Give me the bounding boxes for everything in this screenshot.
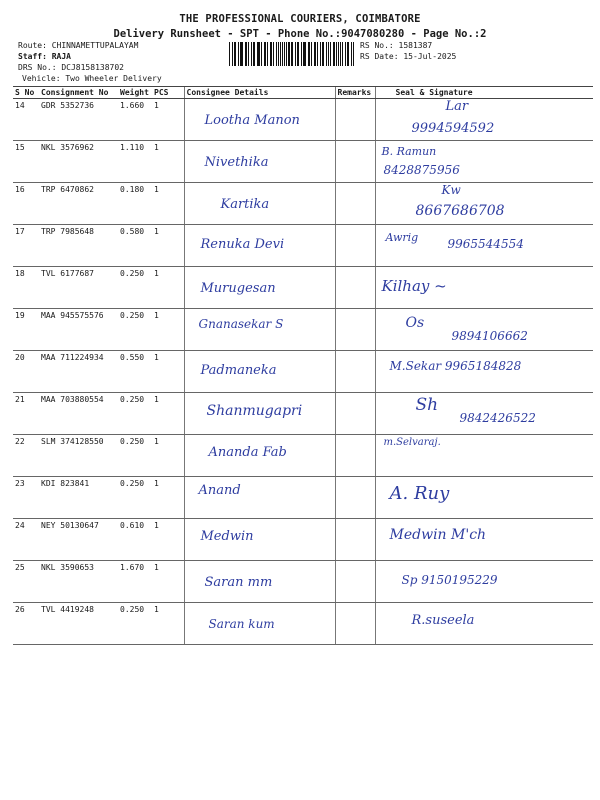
signature-handwriting: m.Selvaraj. (383, 437, 441, 448)
remarks-cell (335, 225, 375, 267)
signature-handwriting: A. Ruy (389, 483, 450, 504)
pcs-cell: 1 (152, 267, 184, 309)
weight-cell: 0.550 (118, 351, 152, 393)
remarks-cell (335, 99, 375, 141)
table-row (13, 435, 593, 477)
staff-label: Staff: RAJA (18, 52, 71, 61)
consignee-handwriting: Murugesan (200, 281, 276, 296)
remarks-cell (335, 351, 375, 393)
barcode-bar (338, 42, 339, 66)
consignee-handwriting: Kartika (220, 197, 270, 212)
consignee-handwriting: Nivethika (204, 155, 269, 170)
barcode-bar (348, 42, 349, 66)
sno-cell: 21 (13, 393, 39, 435)
barcode-bar (345, 42, 346, 66)
weight-cell: 1.670 (118, 561, 152, 603)
consignee-cell (184, 519, 335, 561)
barcode-bar (308, 42, 309, 66)
sno-cell: 22 (13, 435, 39, 477)
barcode-bar (241, 42, 243, 66)
sno-cell: 15 (13, 141, 39, 183)
barcode-bar (315, 42, 316, 66)
sno-cell: 24 (13, 519, 39, 561)
pcs-cell: 1 (152, 435, 184, 477)
signature-phone: 8428875956 (383, 163, 460, 177)
remarks-cell (335, 477, 375, 519)
sno-cell: 17 (13, 225, 39, 267)
remarks-cell (335, 141, 375, 183)
signature-handwriting: Lar (445, 99, 469, 114)
barcode-bar (267, 42, 268, 66)
barcode-bar (297, 42, 298, 66)
consignment-cell: TVL 4419248 (39, 603, 118, 645)
weight-cell: 0.250 (118, 435, 152, 477)
barcode-bar (240, 42, 241, 66)
pcs-cell: 1 (152, 309, 184, 351)
signature-cell (375, 141, 593, 183)
vehicle-label: Vehicle: Two Wheeler Delivery (22, 74, 162, 83)
table-row (13, 603, 593, 645)
consignee-handwriting: Lootha Manon (204, 113, 300, 128)
barcode-bar (340, 42, 341, 66)
rs-number: RS No.: 1581387 (360, 41, 433, 50)
signature-cell (375, 435, 593, 477)
sno-cell: 26 (13, 603, 39, 645)
weight-cell: 0.250 (118, 309, 152, 351)
consignee-handwriting: Padmaneka (200, 363, 277, 378)
barcode-bar (330, 42, 331, 66)
table-row (13, 99, 593, 141)
col-consignment: Consignment No (39, 87, 118, 99)
table-row (13, 561, 593, 603)
signature-cell (375, 561, 593, 603)
consignment-cell: NKL 3590653 (39, 561, 118, 603)
barcode-bar (271, 42, 272, 66)
rs-date: RS Date: 15-Jul-2025 (360, 52, 457, 61)
table-row (13, 477, 593, 519)
company-title: THE PROFESSIONAL COURIERS, COIMBATORE (179, 13, 421, 25)
col-weight: Weight (118, 87, 152, 99)
barcode-bar (351, 42, 352, 66)
consignee-cell (184, 393, 335, 435)
barcode-bar (265, 42, 266, 66)
pcs-cell: 1 (152, 477, 184, 519)
signature-cell (375, 267, 593, 309)
barcode-bar (282, 42, 283, 66)
sno-cell: 19 (13, 309, 39, 351)
table-row (13, 519, 593, 561)
consignee-cell (184, 435, 335, 477)
barcode-bar (298, 42, 299, 66)
consignee-cell (184, 603, 335, 645)
weight-cell: 0.610 (118, 519, 152, 561)
pcs-cell: 1 (152, 225, 184, 267)
barcode-bar (245, 42, 246, 66)
barcode-bar (353, 42, 354, 66)
barcode-bar (311, 42, 312, 66)
pcs-cell: 1 (152, 99, 184, 141)
signature-cell (375, 393, 593, 435)
consignee-handwriting: Ananda Fab (208, 445, 287, 460)
signature-handwriting: Os (405, 315, 425, 331)
consignment-cell: MAA 711224934 (39, 351, 118, 393)
barcode-bar (248, 42, 249, 66)
signature-handwriting: B. Ramun (381, 145, 437, 158)
consignment-cell: SLM 374128550 (39, 435, 118, 477)
table-row (13, 183, 593, 225)
barcode-bar (246, 42, 247, 66)
barcode-bar (257, 42, 258, 66)
barcode-bar (273, 42, 275, 66)
col-remarks: Remarks (335, 87, 375, 99)
col-consignee: Consignee Details (184, 87, 335, 99)
barcode-bar (253, 42, 254, 66)
consignment-cell: TRP 6470862 (39, 183, 118, 225)
barcode-bar (317, 42, 318, 66)
col-signature: Seal & Signature (375, 87, 593, 99)
barcode-bar (251, 42, 252, 66)
col-sno: S No (13, 87, 39, 99)
pcs-cell: 1 (152, 183, 184, 225)
barcode-bar (229, 42, 230, 66)
table-row (13, 393, 593, 435)
barcode-bar (234, 42, 235, 66)
signature-handwriting: Kw (441, 183, 461, 197)
barcode-bar (347, 42, 348, 66)
table-row (13, 225, 593, 267)
barcode-bar (261, 42, 262, 66)
route-label: Route: CHINNAMETTUPALAYAM (18, 41, 139, 50)
weight-cell: 0.580 (118, 225, 152, 267)
consignment-cell: KDI 823841 (39, 477, 118, 519)
barcode-bar (284, 42, 285, 66)
barcode-bar (276, 42, 277, 66)
barcode-bar (238, 42, 239, 66)
signature-handwriting: Medwin M'ch (389, 527, 487, 543)
barcode-bar (270, 42, 271, 66)
signature-phone: 9965544554 (447, 237, 524, 251)
consignment-cell: NKL 3576962 (39, 141, 118, 183)
consignee-handwriting: Medwin (200, 529, 254, 544)
barcode-bar (304, 42, 306, 66)
weight-cell: 0.250 (118, 477, 152, 519)
signature-cell (375, 477, 593, 519)
remarks-cell (335, 561, 375, 603)
consignee-cell (184, 309, 335, 351)
signature-handwriting: M.Sekar 9965184828 (389, 359, 522, 373)
pcs-cell: 1 (152, 351, 184, 393)
pcs-cell: 1 (152, 561, 184, 603)
consignee-cell (184, 141, 335, 183)
signature-handwriting: Sh (415, 395, 439, 415)
barcode-bar (286, 42, 287, 66)
consignment-cell: MAA 945575576 (39, 309, 118, 351)
signature-cell (375, 603, 593, 645)
sno-cell: 25 (13, 561, 39, 603)
runsheet-table (13, 86, 593, 645)
barcode-bar (336, 42, 337, 66)
consignee-cell (184, 183, 335, 225)
sno-cell: 20 (13, 351, 39, 393)
barcode-bar (309, 42, 310, 66)
barcode-bar (280, 42, 281, 66)
signature-phone: 9994594592 (411, 121, 495, 136)
weight-cell: 1.660 (118, 99, 152, 141)
signature-cell (375, 351, 593, 393)
sno-cell: 18 (13, 267, 39, 309)
barcode-bar (322, 42, 323, 66)
consignee-handwriting: Shanmugapri (206, 403, 303, 419)
signature-handwriting: Kilhay ~ (381, 277, 447, 295)
remarks-cell (335, 519, 375, 561)
barcode-bar (291, 42, 292, 66)
pcs-cell: 1 (152, 141, 184, 183)
barcode-bar (235, 42, 236, 66)
barcode-image (229, 42, 355, 66)
consignment-cell: NEY 50130647 (39, 519, 118, 561)
signature-cell (375, 183, 593, 225)
consignee-cell (184, 225, 335, 267)
remarks-cell (335, 183, 375, 225)
barcode-bar (232, 42, 233, 66)
consignment-cell: TRP 7985648 (39, 225, 118, 267)
barcode-bar (292, 42, 293, 66)
sno-cell: 23 (13, 477, 39, 519)
remarks-cell (335, 435, 375, 477)
barcode-bar (301, 42, 302, 66)
consignee-cell (184, 477, 335, 519)
pcs-cell: 1 (152, 603, 184, 645)
drs-number: DRS No.: DCJ8158138702 (18, 63, 124, 72)
consignee-handwriting: Saran mm (204, 575, 273, 590)
sno-cell: 16 (13, 183, 39, 225)
barcode-bar (303, 42, 304, 66)
table-row (13, 351, 593, 393)
remarks-cell (335, 267, 375, 309)
consignee-handwriting: Gnanasekar S (198, 317, 284, 331)
sno-cell: 14 (13, 99, 39, 141)
barcode-bar (258, 42, 260, 66)
barcode-bar (326, 42, 328, 66)
barcode-bar (342, 42, 344, 66)
col-pcs: PCS (152, 87, 184, 99)
table-row (13, 141, 593, 183)
runsheet-title: Delivery Runsheet - SPT - Phone No.:9047080280 - Page No.:2 (113, 28, 487, 40)
consignee-handwriting: Saran kum (208, 617, 275, 631)
consignment-cell: TVL 6177687 (39, 267, 118, 309)
signature-handwriting: R.suseela (411, 613, 475, 628)
barcode-bar (323, 42, 324, 66)
barcode-bar (334, 42, 335, 66)
barcode-bar (254, 42, 255, 66)
signature-cell (375, 99, 593, 141)
remarks-cell (335, 393, 375, 435)
pcs-cell: 1 (152, 393, 184, 435)
barcode-bar (288, 42, 290, 66)
weight-cell: 0.250 (118, 393, 152, 435)
consignment-cell: MAA 703880554 (39, 393, 118, 435)
signature-cell (375, 309, 593, 351)
table-row (13, 267, 593, 309)
signature-cell (375, 225, 593, 267)
signature-phone: 8667686708 (415, 203, 505, 219)
signature-phone: 9842426522 (459, 411, 536, 425)
pcs-cell: 1 (152, 519, 184, 561)
signature-cell (375, 519, 593, 561)
table-row (13, 309, 593, 351)
signature-handwriting: Awrig (385, 231, 419, 244)
weight-cell: 1.110 (118, 141, 152, 183)
remarks-cell (335, 603, 375, 645)
weight-cell: 0.180 (118, 183, 152, 225)
weight-cell: 0.250 (118, 267, 152, 309)
remarks-cell (335, 309, 375, 351)
consignee-handwriting: Renuka Devi (200, 237, 285, 252)
table-header-row (13, 87, 593, 99)
signature-handwriting: Sp 9150195229 (401, 573, 498, 587)
barcode-bar (333, 42, 334, 66)
weight-cell: 0.250 (118, 603, 152, 645)
signature-phone: 9894106662 (451, 329, 528, 343)
barcode-bar (295, 42, 296, 66)
barcode-bar (314, 42, 315, 66)
consignee-handwriting: Anand (198, 483, 241, 498)
barcode-bar (264, 42, 265, 66)
consignment-cell: GDR 5352736 (39, 99, 118, 141)
consignee-cell (184, 561, 335, 603)
consignee-cell (184, 267, 335, 309)
consignee-cell (184, 99, 335, 141)
consignee-cell (184, 351, 335, 393)
barcode-bar (320, 42, 321, 66)
barcode-bar (278, 42, 279, 66)
barcode-bar (328, 42, 329, 66)
